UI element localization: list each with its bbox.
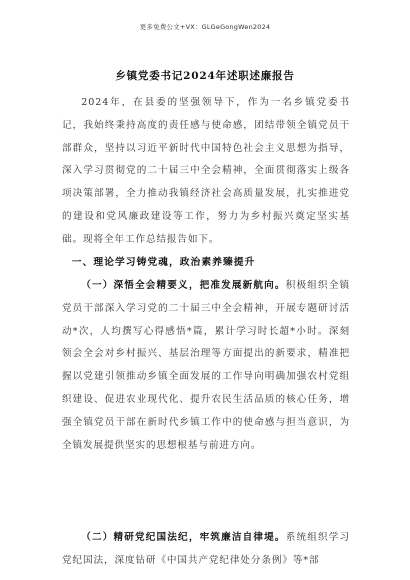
section-1: [62, 252, 350, 275]
watermark-text: 更多免费公文+VX：GLGeGongWen2024: [139, 23, 271, 31]
document-body: [62, 92, 350, 252]
subsection-2-paragraph: [62, 527, 350, 573]
section-1-heading: 一、理论学习铸党魂，政治素养臻提升: [71, 257, 256, 268]
subsection-1-lead: （一）深悟全会精要义，把准发展新航向。: [81, 280, 286, 291]
subsection-1: [62, 275, 350, 457]
subsection-1-text: 积极组织全镇党员干部深入学习党的二十届三中全会精神，开展专题研讨活动*次，人均撰写心得感悟*篇，累计学习时长超*小时。深刻领会全会对乡村振兴、基层治理等方面提出的新要求，精准把握以党建引领推动乡镇全面发展的工作导向明确加强农村党组织建设、促进农业现代化、提升农民生活品质的核心任务，增强全镇党员干部在新时代乡镇工作中的使命感与担当意识，为全镇发展提供坚实的思想根基与前进方向。: [62, 280, 350, 451]
document-title: 乡镇党委书记2024年述职述廉报告: [115, 70, 295, 82]
intro-paragraph: 2024年，在县委的坚强领导下，作为一名乡镇党委书记，我始终秉持高度的责任感与使命感，团结带领全镇党员干部群众，坚持以习近平新时代中国特色社会主义思想为指导，深入学习贯彻党的二十届三中全会精神，全面贯彻落实上级各项决策部署，全力推动我镇经济社会高质量发展，扎实推进党的建设和党风廉政建设等工作，努力为乡村振兴奠定坚实基础。现将全年工作总结报告如下。: [62, 97, 350, 245]
subsection-2: [62, 527, 350, 573]
subsection-1-paragraph: [62, 275, 350, 457]
subsection-2-lead: （二）精研党纪国法纪，牢筑廉洁自律堤。: [81, 532, 286, 543]
subsection-2-text: 系统组织学习党纪国法，深度钻研《中国共产党纪律处分条例》等*部: [62, 532, 350, 566]
